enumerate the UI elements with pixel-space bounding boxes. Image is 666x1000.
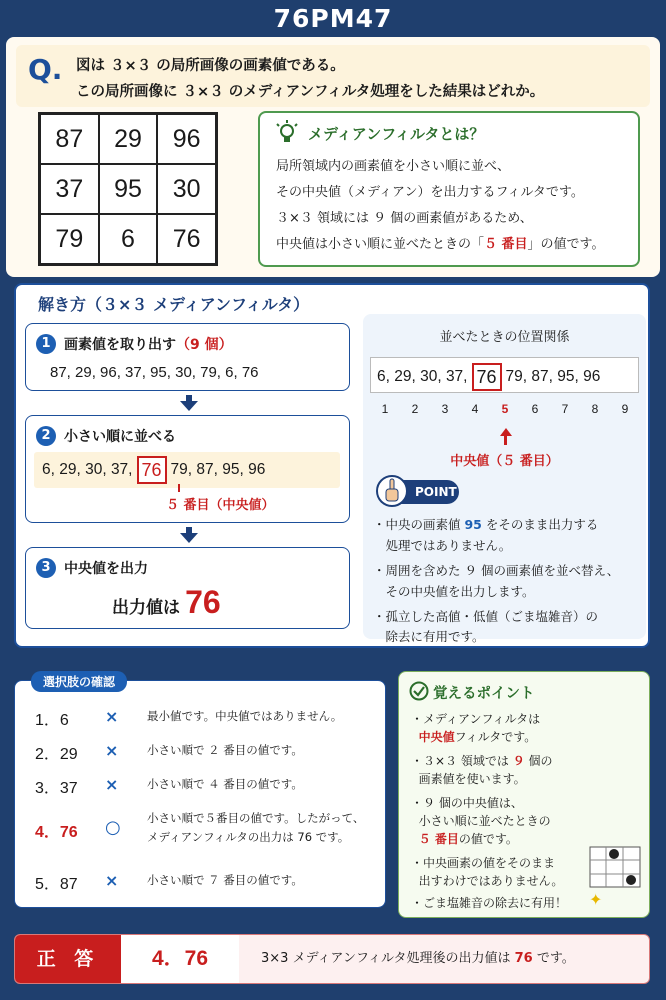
answer-bar <box>14 934 650 984</box>
memo-line: ・９ 個の中央値は、 <box>411 796 523 810</box>
sorted-after: 79, 87, 95, 96 <box>170 461 266 478</box>
page-title: 76PM47 <box>273 4 393 33</box>
definition-emphasis: ５ 番目 <box>484 237 528 252</box>
choice-description: 小さい順で ４ 番目の値です。 <box>147 777 303 791</box>
index-row <box>374 402 636 416</box>
point-text: ・中央の画素値 <box>373 517 465 532</box>
memo-text: ・３×３ 領域では <box>411 754 513 768</box>
step1-values: 87, 29, 96, 37, 95, 30, 79, 6, 76 <box>50 364 259 381</box>
pixel-cell: 76 <box>157 214 216 264</box>
sorted-before: 6, 29, 30, 37, <box>42 461 133 478</box>
up-arrow-icon <box>504 435 507 445</box>
position-title: 並べたときの位置関係 <box>439 330 570 345</box>
memo-line: ・メディアンフィルタは <box>411 712 541 726</box>
memo-text: 出すわけではありません。 <box>418 874 564 888</box>
output-value: 76 <box>185 584 221 620</box>
pixel-cell: 96 <box>157 114 216 164</box>
question-bar <box>16 45 650 107</box>
position-panel <box>363 314 646 644</box>
point-line <box>373 515 598 533</box>
point-line: その中央値を出力します。 <box>373 584 535 599</box>
choice-description: 最小値です。中央値ではありません。 <box>147 709 343 723</box>
definition-line-2: その中央値（メディアン）を出力するフィルタです。 <box>276 185 584 200</box>
choice-number: 2．29 <box>35 746 78 763</box>
point-number: 95 <box>464 517 482 532</box>
point-text: をそのまま出力する <box>481 517 599 532</box>
solution-title: 解き方（３×３ メディアンフィルタ） <box>38 295 310 314</box>
pixel-cell: 30 <box>157 164 216 214</box>
choice-number: 1．6 <box>35 712 69 729</box>
choice-description: 小さい順で５番目の値です。したがって、 <box>147 811 365 825</box>
pointer-line <box>178 484 180 492</box>
definition-title: メディアンフィルタとは？ <box>308 125 485 143</box>
pixel-cell: 95 <box>99 164 158 214</box>
cross-icon: × <box>105 775 119 794</box>
pixel-grid <box>38 112 218 266</box>
memo-emphasis: ５ 番目 <box>418 832 459 846</box>
cross-icon: × <box>105 707 119 726</box>
memo-line <box>411 830 518 849</box>
memo-text: 画素値を使います。 <box>418 772 526 786</box>
index-number: 3 <box>441 402 449 416</box>
median-value: 76 <box>137 456 167 484</box>
pixel-cell: 79 <box>40 214 99 264</box>
lightbulb-icon <box>274 119 300 147</box>
pixel-cell: 87 <box>40 114 99 164</box>
index-number: 9 <box>621 402 629 416</box>
step-label: 小さい順に並べる <box>64 429 176 445</box>
choice-description: 小さい順で ７ 番目の値です。 <box>147 873 303 887</box>
index-number: 1 <box>381 402 389 416</box>
pixel-cell: 6 <box>99 214 158 264</box>
memo-emphasis: 中央値 <box>418 730 455 744</box>
definition-line-4 <box>276 233 605 252</box>
answer-text-part: 3×3 メディアンフィルタ処理後の出力値は <box>261 951 515 966</box>
step-label-text: 画素値を取り出す <box>64 337 176 353</box>
question-mark: Q. <box>28 53 63 86</box>
memo-card <box>398 671 650 918</box>
definition-text: 中央値は小さい順に並べたときの「 <box>276 237 485 252</box>
choice-description: 小さい順で ２ 番目の値です。 <box>147 743 303 757</box>
memo-title: 覚えるポイント <box>433 686 535 702</box>
memo-text: の値です。 <box>458 832 518 846</box>
memo-line: ・ごま塩雑音の除去に有用！ <box>411 896 568 910</box>
point-line: 処理ではありません。 <box>373 538 512 553</box>
answer-value: 4．76 <box>121 935 239 983</box>
index-number: 4 <box>471 402 479 416</box>
memo-emphasis: ９ <box>512 754 525 768</box>
point-line: ・孤立した高値・低値（ごま塩雑音）の <box>373 609 599 624</box>
point-line: 除去に有用です。 <box>373 629 485 644</box>
choice-number: 3．37 <box>35 780 78 797</box>
memo-line <box>411 728 536 747</box>
point-badge <box>383 480 459 504</box>
output-result <box>112 584 221 621</box>
answer-number: 76 <box>514 951 533 966</box>
choices-tag: 選択肢の確認 <box>31 671 127 692</box>
pixel-grid-icon <box>589 846 641 888</box>
median-label: 中央値（５ 番目） <box>450 454 559 469</box>
check-circle-icon <box>409 681 429 701</box>
pixel-cell: 37 <box>40 164 99 214</box>
down-arrow-icon <box>180 401 198 411</box>
step-3 <box>25 547 350 629</box>
solution-card <box>14 283 650 648</box>
index-number: 7 <box>561 402 569 416</box>
answer-text <box>261 935 575 983</box>
step-number: 2 <box>36 426 56 446</box>
output-label: 出力値は <box>112 598 180 618</box>
memo-text: 個の <box>524 754 553 768</box>
question-line-2: この局所画像に ３×３ のメディアンフィルタ処理をした結果はどれか。 <box>76 84 545 100</box>
choice-number: 4．76 <box>35 824 78 841</box>
point-label: POINT <box>415 485 457 499</box>
memo-line: ・中央画素の値をそのまま <box>411 856 556 870</box>
point-line: ・周囲を含めた ９ 個の画素値を並べ替え、 <box>373 563 620 578</box>
step-label: 中央値を出力 <box>64 561 148 577</box>
question-line-1: 図は ３×３ の局所画像の画素値である。 <box>76 58 345 74</box>
answer-text-part: です。 <box>532 951 575 966</box>
memo-line <box>411 770 526 789</box>
cross-icon: × <box>105 871 119 890</box>
choice-number: 5．87 <box>35 876 78 893</box>
index-number: 8 <box>591 402 599 416</box>
pointing-hand-icon <box>375 474 409 508</box>
pixel-cell: 29 <box>99 114 158 164</box>
position-before: 6, 29, 30, 37, <box>377 368 468 385</box>
sorted-values <box>42 456 265 484</box>
sparkle-icon: ✦ <box>589 890 603 909</box>
choice-description: メディアンフィルタの出力は 76 です。 <box>147 830 350 844</box>
circle-icon: ○ <box>105 817 121 838</box>
memo-text: フィルタです。 <box>454 730 537 744</box>
position-after: 79, 87, 95, 96 <box>505 368 601 385</box>
index-number: 2 <box>411 402 419 416</box>
median-note: ５ 番目（中央値） <box>166 498 275 513</box>
memo-line <box>411 812 551 831</box>
memo-line <box>411 752 553 771</box>
index-number: 5 <box>501 402 509 416</box>
index-number: 6 <box>531 402 539 416</box>
definition-text: 」の値です。 <box>527 237 605 252</box>
answer-label: 正 答 <box>15 935 121 983</box>
down-arrow-icon <box>180 533 198 543</box>
position-values <box>377 363 600 391</box>
memo-text: 小さい順に並べたときの <box>418 814 551 828</box>
choices-card <box>14 675 386 908</box>
step-2 <box>25 415 350 523</box>
step-label <box>64 334 233 354</box>
position-median: 76 <box>472 363 502 391</box>
step-1 <box>25 323 350 391</box>
memo-line <box>411 872 563 891</box>
definition-box <box>258 111 640 267</box>
step-number: 3 <box>36 558 56 578</box>
definition-line-1: 局所領域内の画素値を小さい順に並べ、 <box>276 159 511 174</box>
step-number: 1 <box>36 334 56 354</box>
definition-line-3: ３×３ 領域には ９ 個の画素値があるため、 <box>276 211 533 226</box>
step-count: （9 個） <box>176 337 233 353</box>
cross-icon: × <box>105 741 119 760</box>
